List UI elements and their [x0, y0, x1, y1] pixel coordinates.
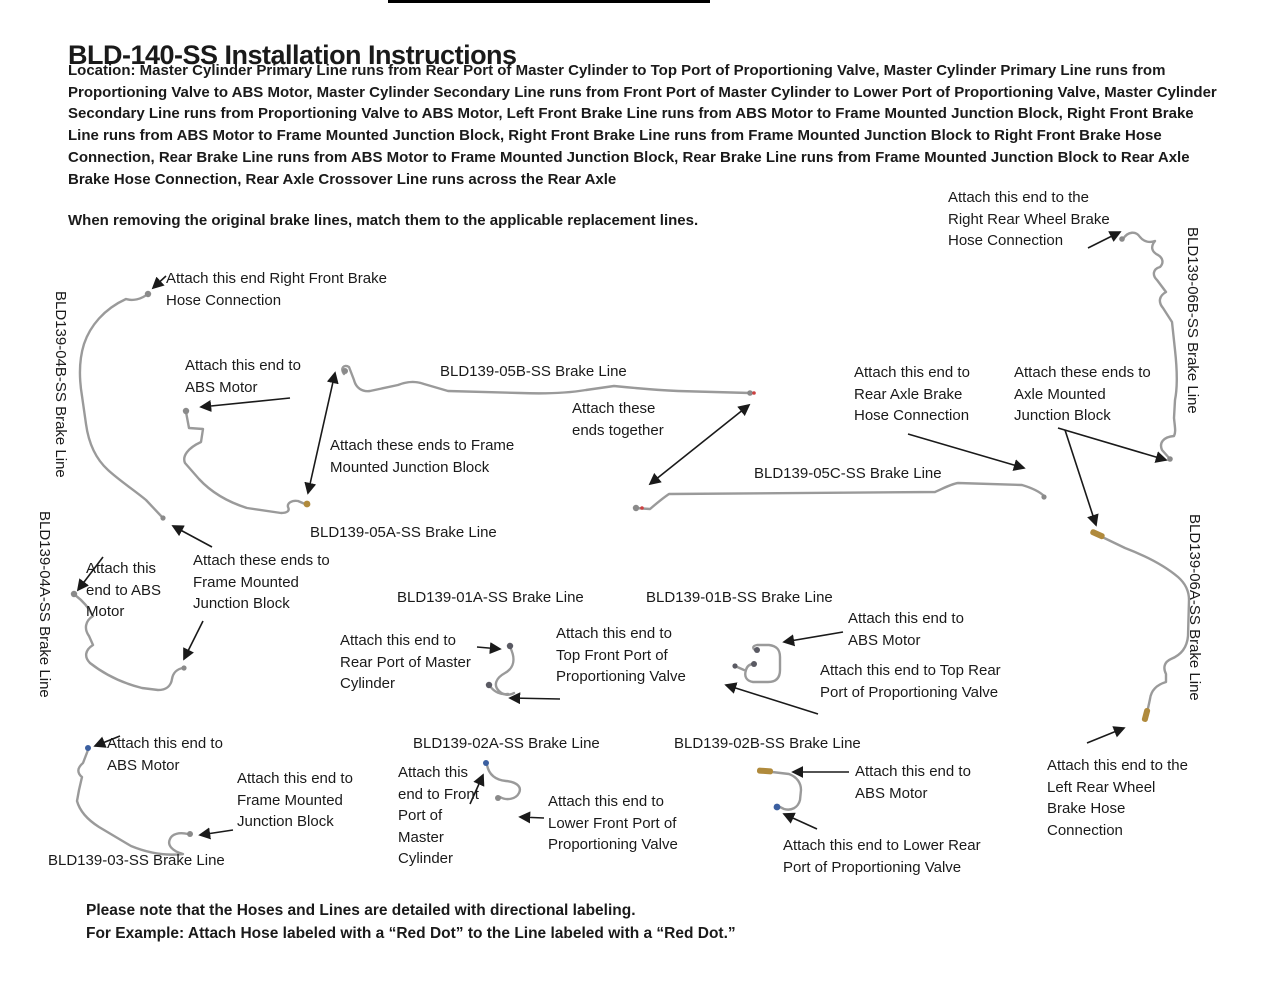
fitting-05a-right — [304, 501, 311, 508]
footer-note-line2: For Example: Attach Hose labeled with a “Red Dot” to the Line labeled with a “Red Dot.” — [86, 925, 736, 942]
removal-note: When removing the original brake lines, match them to the applicable replacement lines. — [68, 212, 699, 229]
part-label-bld139-01b: BLD139-01B-SS Brake Line — [646, 589, 833, 606]
arrow-top-front-port — [510, 698, 560, 699]
brake-line-01b-path — [745, 645, 780, 682]
part-label-bld139-04b: BLD139-04B-SS Brake Line — [52, 291, 69, 478]
callout-abs-motor-04a: Attach this end to ABS Motor — [86, 560, 162, 620]
brake-line-06a-path — [1098, 535, 1189, 713]
fitting-02a-bottom — [495, 795, 501, 801]
arrow-lower-front-port — [520, 817, 544, 818]
brake-line-05c-path — [635, 483, 1044, 509]
arrow-frame-junction-04-down — [184, 621, 203, 659]
footer-note-line1: Please note that the Hoses and Lines are detailed with directional labeling. — [86, 902, 636, 919]
arrow-right-front-hose — [153, 276, 166, 288]
callout-lower-rear-port: Attach this end to Lower Rear Port of Proportioning Valve — [783, 837, 981, 876]
fitting-04b-top — [145, 291, 151, 297]
fitting-01b-top — [754, 647, 760, 653]
fitting-03-top — [85, 745, 91, 751]
callout-abs-motor-05b: Attach this end to ABS Motor — [185, 357, 301, 396]
part-label-bld139-03: BLD139-03-SS Brake Line — [48, 852, 225, 869]
fitting-06a-top — [1089, 528, 1105, 540]
fitting-05c-left — [633, 505, 639, 511]
fitting-05b-left — [342, 368, 348, 374]
part-label-bld139-02a: BLD139-02A-SS Brake Line — [413, 735, 600, 752]
callout-top-rear-port: Attach this end to Top Rear Port of Proportioning Valve — [820, 662, 1001, 701]
fitting-05c-right — [1041, 494, 1046, 499]
callout-frame-junction-03: Attach this end to Frame Mounted Junction Block — [237, 770, 353, 830]
arrow-frame-junction-03 — [200, 830, 233, 835]
callout-rear-axle-hose: Attach this end to Rear Axle Brake Hose Connection — [854, 364, 970, 424]
location-description: Location: Master Cylinder Primary Line runs from Rear Port of Master Cylinder to Top Port of Proportioning Valve, Master Cylinder Primary Line runs from Proportioning Valve to ABS Motor, Master Cylinder Secondary Line runs from Front Port of Master Cylinder to Lower Port of Proportioning Valve, Master Cylinder Secondary Line runs from Proportioning Valve to ABS Motor, Left Front Brake Line runs from ABS Motor to Frame Mounted Junction Block, Right Front Brake Line runs from ABS Motor to Frame Mounted Junction Block, Right Front Brake Line runs from Frame Mounted Junction Block to Right Front Brake Hose Connection, Rear Brake Line runs from ABS Motor to Frame Mounted Junction Block, Rear Brake Line runs from Frame Mounted Junction Block to Rear Axle Brake Hose Connection, Rear Axle Crossover Line runs across the Rear Axle — [68, 62, 1217, 188]
callout-abs-motor-03: Attach this end to ABS Motor — [107, 735, 223, 774]
fitting-01a-top — [507, 643, 513, 649]
fitting-06b-bottom — [1167, 456, 1173, 462]
callout-top-front-port: Attach this end to Top Front Port of Proportioning Valve — [556, 625, 686, 685]
part-label-bld139-05b: BLD139-05B-SS Brake Line — [440, 363, 627, 380]
fitting-05b-right — [747, 390, 753, 396]
arrow-rear-axle-hose — [908, 434, 1024, 468]
callout-frame-junction-05: Attach these ends to Frame Mounted Junction Block — [330, 437, 515, 476]
callout-lower-front-port: Attach this end to Lower Front Port of Proportioning Valve — [548, 793, 678, 853]
arrow-top-rear-port — [726, 685, 818, 714]
callout-abs-motor-02b: Attach this end to ABS Motor — [855, 763, 971, 802]
fitting-04a-right — [181, 665, 186, 670]
callout-frame-junction-04: Attach these ends to Frame Mounted Junction Block — [193, 552, 330, 612]
arrow-frame-junction-04-up — [173, 526, 212, 547]
part-label-bld139-05c: BLD139-05C-SS Brake Line — [754, 465, 942, 482]
callout-right-rear-hose: Attach this end to the Right Rear Wheel Brake Hose Connection — [948, 189, 1110, 249]
part-label-bld139-04a: BLD139-04A-SS Brake Line — [36, 511, 53, 698]
callout-front-port-master-cylinder: Attach this end to Front Port of Master Cylinder — [398, 764, 479, 867]
part-label-bld139-05a: BLD139-05A-SS Brake Line — [310, 524, 497, 541]
arrow-axle-junction-to-06b — [1058, 428, 1166, 460]
brake-line-04b-path — [80, 293, 162, 517]
fitting-06a-bottom — [1141, 707, 1150, 722]
arrow-abs-motor-05b — [201, 398, 290, 407]
brake-line-01a-path — [496, 647, 514, 695]
callout-ends-together: Attach these ends together — [572, 400, 664, 439]
part-label-bld139-01a: BLD139-01A-SS Brake Line — [397, 589, 584, 606]
fitting-02b-bottom — [774, 804, 781, 811]
callout-rear-port-master-cylinder: Attach this end to Rear Port of Master Cylinder — [340, 632, 471, 692]
part-label-bld139-02b: BLD139-02B-SS Brake Line — [674, 735, 861, 752]
fitting-05a-left — [183, 408, 189, 414]
red-dot-05c — [640, 506, 644, 510]
part-label-bld139-06b: BLD139-06B-SS Brake Line — [1184, 227, 1201, 414]
brake-line-02a-path — [487, 765, 520, 799]
arrow-abs-motor-01b — [784, 632, 843, 642]
fitting-04b-bottom — [160, 515, 165, 520]
arrow-lower-rear-port — [784, 814, 817, 829]
arrow-left-rear-hose — [1087, 728, 1124, 743]
footer-note — [86, 899, 736, 945]
callout-right-front-hose: Attach this end Right Front Brake Hose Connection — [166, 270, 387, 309]
arrow-axle-junction-to-06a — [1065, 430, 1096, 525]
callout-abs-motor-01b: Attach this end to ABS Motor — [848, 610, 964, 649]
fitting-04a-left — [71, 591, 77, 597]
callout-axle-junction: Attach these ends to Axle Mounted Junction Block — [1014, 364, 1151, 424]
fitting-03-right — [187, 831, 193, 837]
brake-line-05a-path — [184, 412, 305, 513]
page-title: BLD-140-SS Installation Instructions — [68, 40, 517, 71]
part-label-bld139-06a: BLD139-06A-SS Brake Line — [1186, 514, 1203, 701]
callout-left-rear-hose: Attach this end to the Left Rear Wheel Brake Hose Connection — [1047, 757, 1188, 839]
fitting-02b-left — [757, 767, 773, 774]
fitting-01b-bottom — [751, 661, 757, 667]
red-dot-05b — [752, 391, 756, 395]
fitting-01b-stub — [732, 663, 737, 668]
